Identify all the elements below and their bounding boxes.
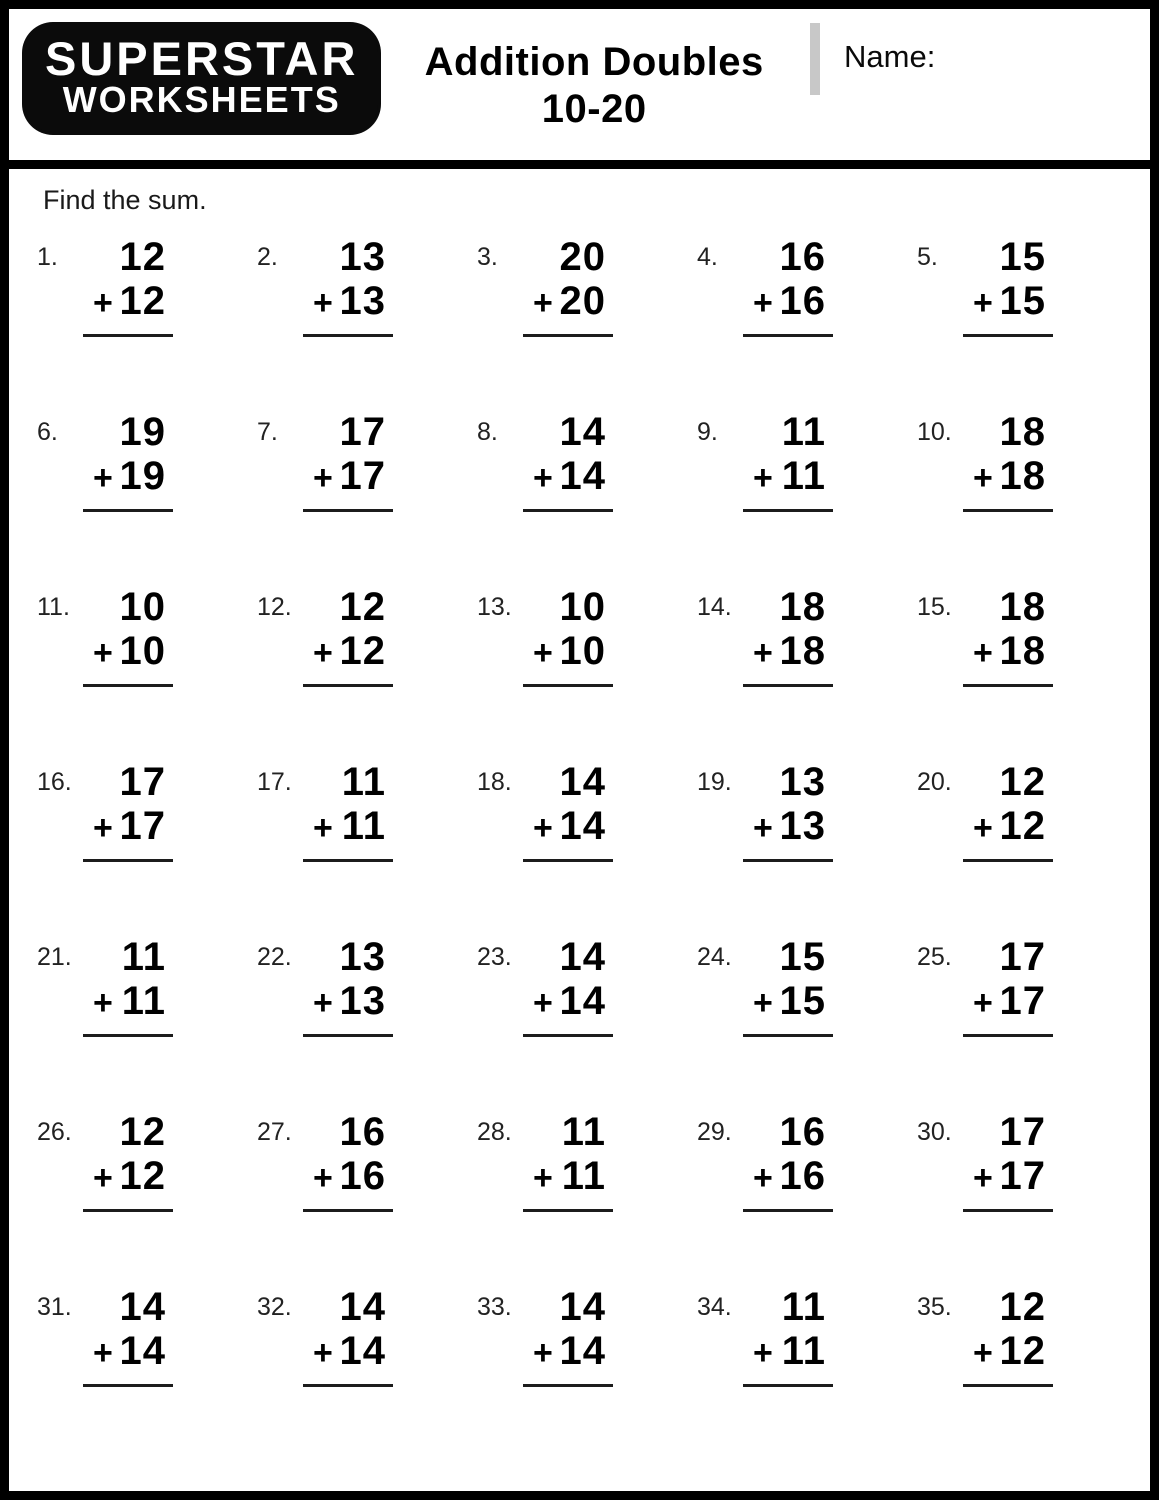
- answer-line: [83, 684, 173, 687]
- name-divider-bar: [810, 23, 820, 95]
- addend-bottom-row: [303, 628, 393, 673]
- problem-number: 14.: [697, 593, 732, 621]
- problem: [257, 1274, 477, 1449]
- problem: [257, 399, 477, 574]
- addend-top: 13: [339, 235, 386, 279]
- problem-body: [83, 586, 173, 749]
- addend-bottom: 17: [999, 1154, 1046, 1198]
- addend-bottom: 17: [339, 454, 386, 498]
- problem: [477, 399, 697, 574]
- answer-line: [303, 334, 393, 337]
- problem-number: 6.: [37, 418, 58, 446]
- answer-line: [743, 859, 833, 862]
- problem-number: 13.: [477, 593, 512, 621]
- addend-bottom-row: [963, 803, 1053, 848]
- addend-bottom: 11: [341, 804, 386, 848]
- plus-sign: +: [973, 984, 993, 1022]
- problem: [257, 224, 477, 399]
- logo-line1: SUPERSTAR: [45, 32, 359, 85]
- problem-number: 9.: [697, 418, 718, 446]
- addend-bottom: 13: [339, 279, 386, 323]
- plus-sign: +: [753, 1159, 773, 1197]
- addend-top: 16: [779, 1110, 826, 1154]
- problem: [37, 399, 257, 574]
- problem-number: 24.: [697, 943, 732, 971]
- addend-top: 15: [779, 935, 826, 979]
- problem-number: 1.: [37, 243, 58, 271]
- problem-body: [523, 586, 613, 749]
- problem: [477, 224, 697, 399]
- problem-body: [523, 1111, 613, 1274]
- addend-bottom-row: [83, 453, 173, 498]
- problem-body: [303, 236, 393, 399]
- addend-bottom-row: [523, 278, 613, 323]
- problem-body: [523, 936, 613, 1099]
- problem-number: 23.: [477, 943, 512, 971]
- problem: [257, 749, 477, 924]
- problem-body: [743, 761, 833, 924]
- answer-line: [743, 1384, 833, 1387]
- addend-bottom-row: [963, 978, 1053, 1023]
- answer-line: [963, 1034, 1053, 1037]
- problem-body: [83, 1111, 173, 1274]
- addend-bottom: 10: [119, 629, 166, 673]
- answer-line: [83, 1209, 173, 1212]
- plus-sign: +: [973, 1159, 993, 1197]
- addend-top: 13: [339, 935, 386, 979]
- addend-bottom-row: [523, 453, 613, 498]
- answer-line: [303, 1209, 393, 1212]
- problem: [37, 224, 257, 399]
- problem-body: [83, 936, 173, 1099]
- problem: [37, 1274, 257, 1449]
- addend-top: 13: [779, 760, 826, 804]
- addend-bottom-row: [963, 453, 1053, 498]
- plus-sign: +: [93, 284, 113, 322]
- addend-top: 12: [119, 235, 166, 279]
- addend-bottom: 12: [119, 1154, 166, 1198]
- problem-body: [303, 761, 393, 924]
- worksheet-body: [9, 169, 1150, 1449]
- problem: [917, 399, 1137, 574]
- addend-bottom-row: [523, 628, 613, 673]
- problem: [37, 749, 257, 924]
- addend-bottom: 15: [779, 979, 826, 1023]
- addend-top: 16: [779, 235, 826, 279]
- answer-line: [303, 509, 393, 512]
- answer-line: [963, 1209, 1053, 1212]
- addend-top: 17: [339, 410, 386, 454]
- problem-body: [83, 236, 173, 399]
- addend-bottom-row: [743, 978, 833, 1023]
- addend-bottom: 14: [559, 1329, 606, 1373]
- addend-bottom-row: [523, 978, 613, 1023]
- answer-line: [83, 509, 173, 512]
- problem-body: [83, 761, 173, 924]
- problem-number: 10.: [917, 418, 952, 446]
- addend-bottom: 20: [559, 279, 606, 323]
- addend-bottom: 18: [779, 629, 826, 673]
- answer-line: [523, 1209, 613, 1212]
- problem: [477, 574, 697, 749]
- addend-top: 14: [559, 1285, 606, 1329]
- addend-bottom: 14: [559, 804, 606, 848]
- addend-bottom: 12: [999, 804, 1046, 848]
- plus-sign: +: [93, 459, 113, 497]
- plus-sign: +: [973, 459, 993, 497]
- addend-bottom-row: [743, 628, 833, 673]
- problem-number: 29.: [697, 1118, 732, 1146]
- problem-number: 21.: [37, 943, 72, 971]
- problem: [917, 1099, 1137, 1274]
- addend-bottom: 10: [559, 629, 606, 673]
- addend-bottom-row: [963, 1153, 1053, 1198]
- addend-top: 18: [779, 585, 826, 629]
- problem-body: [83, 411, 173, 574]
- addend-bottom-row: [303, 278, 393, 323]
- addend-bottom: 16: [339, 1154, 386, 1198]
- addend-bottom: 16: [779, 1154, 826, 1198]
- problem-number: 2.: [257, 243, 278, 271]
- answer-line: [743, 334, 833, 337]
- plus-sign: +: [313, 634, 333, 672]
- problem-body: [303, 586, 393, 749]
- addend-bottom: 14: [119, 1329, 166, 1373]
- worksheet-title-line1: Addition Doubles: [424, 40, 764, 84]
- problem-number: 11.: [37, 593, 70, 621]
- answer-line: [743, 1034, 833, 1037]
- addend-bottom: 13: [339, 979, 386, 1023]
- problem: [697, 574, 917, 749]
- plus-sign: +: [93, 634, 113, 672]
- problem: [917, 749, 1137, 924]
- addend-top: 12: [999, 760, 1046, 804]
- answer-line: [303, 859, 393, 862]
- addend-bottom: 11: [561, 1154, 606, 1198]
- addend-bottom-row: [83, 1328, 173, 1373]
- problem: [697, 1274, 917, 1449]
- problem-number: 27.: [257, 1118, 292, 1146]
- addend-bottom: 12: [119, 279, 166, 323]
- problem-number: 34.: [697, 1293, 732, 1321]
- addend-bottom-row: [743, 1328, 833, 1373]
- problem: [37, 924, 257, 1099]
- problem-body: [523, 1286, 613, 1449]
- problem-number: 32.: [257, 1293, 292, 1321]
- problem-number: 18.: [477, 768, 512, 796]
- problem: [917, 924, 1137, 1099]
- problem: [37, 574, 257, 749]
- plus-sign: +: [533, 634, 553, 672]
- plus-sign: +: [753, 809, 773, 847]
- problem-body: [743, 1111, 833, 1274]
- answer-line: [523, 684, 613, 687]
- addend-top: 18: [999, 585, 1046, 629]
- logo-line2: WORKSHEETS: [62, 78, 341, 120]
- problem-body: [963, 761, 1053, 924]
- problem: [697, 1099, 917, 1274]
- addend-bottom-row: [83, 628, 173, 673]
- instructions-text: Find the sum.: [43, 185, 207, 215]
- addend-bottom-row: [523, 1328, 613, 1373]
- addend-bottom: 12: [339, 629, 386, 673]
- problem: [477, 1274, 697, 1449]
- plus-sign: +: [973, 634, 993, 672]
- addend-top: 19: [119, 410, 166, 454]
- plus-sign: +: [533, 809, 553, 847]
- problem-number: 4.: [697, 243, 718, 271]
- addend-top: 18: [999, 410, 1046, 454]
- answer-line: [743, 509, 833, 512]
- answer-line: [963, 1384, 1053, 1387]
- problem-number: 22.: [257, 943, 292, 971]
- addend-bottom: 11: [781, 1329, 826, 1373]
- answer-line: [523, 509, 613, 512]
- plus-sign: +: [533, 459, 553, 497]
- worksheet-title-line2: 10-20: [541, 87, 647, 132]
- addend-bottom-row: [303, 1153, 393, 1198]
- addend-bottom: 17: [999, 979, 1046, 1023]
- addend-bottom: 18: [999, 629, 1046, 673]
- plus-sign: +: [973, 809, 993, 847]
- addend-bottom-row: [963, 1328, 1053, 1373]
- problem-body: [963, 1111, 1053, 1274]
- plus-sign: +: [753, 1334, 773, 1372]
- problem-body: [523, 761, 613, 924]
- problem: [257, 1099, 477, 1274]
- answer-line: [303, 684, 393, 687]
- problem-body: [963, 411, 1053, 574]
- plus-sign: +: [313, 459, 333, 497]
- problem-number: 28.: [477, 1118, 512, 1146]
- worksheet-title: [378, 9, 810, 133]
- plus-sign: +: [93, 984, 113, 1022]
- problem: [257, 574, 477, 749]
- addend-top: 12: [999, 1285, 1046, 1329]
- plus-sign: +: [93, 809, 113, 847]
- problem: [37, 1099, 257, 1274]
- problem-number: 20.: [917, 768, 952, 796]
- addend-bottom: 14: [559, 979, 606, 1023]
- addend-top: 11: [561, 1110, 606, 1154]
- addend-top: 14: [119, 1285, 166, 1329]
- addend-bottom: 19: [119, 454, 166, 498]
- problem-body: [303, 1111, 393, 1274]
- plus-sign: +: [973, 284, 993, 322]
- addend-top: 20: [559, 235, 606, 279]
- addend-bottom-row: [743, 803, 833, 848]
- problem-body: [303, 936, 393, 1099]
- problems-grid: [37, 224, 1150, 1449]
- problem: [697, 924, 917, 1099]
- answer-line: [523, 1034, 613, 1037]
- superstar-worksheets-logo: [25, 25, 378, 132]
- problem-body: [523, 236, 613, 399]
- plus-sign: +: [753, 634, 773, 672]
- addend-top: 10: [119, 585, 166, 629]
- answer-line: [83, 334, 173, 337]
- plus-sign: +: [93, 1159, 113, 1197]
- addend-top: 11: [781, 1285, 826, 1329]
- problem-body: [743, 936, 833, 1099]
- addend-bottom: 16: [779, 279, 826, 323]
- addend-top: 12: [119, 1110, 166, 1154]
- addend-bottom-row: [303, 803, 393, 848]
- problem: [477, 749, 697, 924]
- problem-number: 5.: [917, 243, 938, 271]
- addend-top: 14: [559, 760, 606, 804]
- problem-number: 31.: [37, 1293, 72, 1321]
- problem-number: 30.: [917, 1118, 952, 1146]
- problem: [917, 224, 1137, 399]
- problem-body: [743, 586, 833, 749]
- problem-body: [743, 236, 833, 399]
- worksheet-header: [9, 9, 1150, 169]
- addend-top: 17: [119, 760, 166, 804]
- answer-line: [963, 859, 1053, 862]
- answer-line: [303, 1034, 393, 1037]
- problem-body: [303, 1286, 393, 1449]
- name-area: [810, 9, 1150, 95]
- addend-top: 14: [559, 935, 606, 979]
- addend-top: 15: [999, 235, 1046, 279]
- plus-sign: +: [533, 1159, 553, 1197]
- addend-top: 12: [339, 585, 386, 629]
- plus-sign: +: [93, 1334, 113, 1372]
- addend-bottom: 13: [779, 804, 826, 848]
- name-label: Name:: [844, 39, 936, 74]
- problem-body: [963, 936, 1053, 1099]
- addend-bottom-row: [83, 803, 173, 848]
- addend-bottom: 17: [119, 804, 166, 848]
- answer-line: [83, 859, 173, 862]
- plus-sign: +: [313, 1334, 333, 1372]
- addend-bottom-row: [743, 1153, 833, 1198]
- addend-bottom-row: [303, 978, 393, 1023]
- addend-bottom-row: [83, 1153, 173, 1198]
- problem-number: 8.: [477, 418, 498, 446]
- problem-number: 26.: [37, 1118, 72, 1146]
- problem: [697, 224, 917, 399]
- problem: [917, 1274, 1137, 1449]
- addend-top: 11: [121, 935, 166, 979]
- addend-bottom: 11: [121, 979, 166, 1023]
- addend-bottom-row: [83, 278, 173, 323]
- addend-top: 10: [559, 585, 606, 629]
- addend-bottom: 12: [999, 1329, 1046, 1373]
- plus-sign: +: [753, 984, 773, 1022]
- addend-bottom-row: [523, 1153, 613, 1198]
- problem-body: [83, 1286, 173, 1449]
- problem-number: 7.: [257, 418, 278, 446]
- plus-sign: +: [313, 1159, 333, 1197]
- problem-number: 35.: [917, 1293, 952, 1321]
- problem-body: [963, 1286, 1053, 1449]
- addend-bottom-row: [963, 628, 1053, 673]
- answer-line: [523, 859, 613, 862]
- addend-bottom: 18: [999, 454, 1046, 498]
- addend-top: 14: [339, 1285, 386, 1329]
- problem: [697, 749, 917, 924]
- problem-number: 33.: [477, 1293, 512, 1321]
- addend-top: 17: [999, 935, 1046, 979]
- problem-body: [963, 236, 1053, 399]
- addend-bottom: 15: [999, 279, 1046, 323]
- problem-body: [743, 411, 833, 574]
- addend-top: 11: [341, 760, 386, 804]
- problem-body: [743, 1286, 833, 1449]
- problem: [257, 924, 477, 1099]
- plus-sign: +: [313, 984, 333, 1022]
- addend-bottom-row: [303, 453, 393, 498]
- plus-sign: +: [533, 284, 553, 322]
- addend-bottom-row: [303, 1328, 393, 1373]
- addend-bottom: 14: [339, 1329, 386, 1373]
- answer-line: [83, 1034, 173, 1037]
- problem-body: [523, 411, 613, 574]
- plus-sign: +: [533, 1334, 553, 1372]
- answer-line: [743, 1209, 833, 1212]
- problem: [477, 924, 697, 1099]
- problem-body: [963, 586, 1053, 749]
- answer-line: [963, 509, 1053, 512]
- addend-top: 17: [999, 1110, 1046, 1154]
- plus-sign: +: [313, 284, 333, 322]
- problem-number: 19.: [697, 768, 732, 796]
- problem: [917, 574, 1137, 749]
- plus-sign: +: [533, 984, 553, 1022]
- problem: [697, 399, 917, 574]
- plus-sign: +: [973, 1334, 993, 1372]
- plus-sign: +: [753, 284, 773, 322]
- answer-line: [963, 684, 1053, 687]
- answer-line: [743, 684, 833, 687]
- problem-body: [303, 411, 393, 574]
- problem-number: 12.: [257, 593, 292, 621]
- plus-sign: +: [753, 459, 773, 497]
- addend-bottom-row: [963, 278, 1053, 323]
- addend-top: 16: [339, 1110, 386, 1154]
- answer-line: [83, 1384, 173, 1387]
- problem-number: 3.: [477, 243, 498, 271]
- addend-bottom: 11: [781, 454, 826, 498]
- problem-number: 25.: [917, 943, 952, 971]
- addend-top: 14: [559, 410, 606, 454]
- addend-bottom: 14: [559, 454, 606, 498]
- addend-top: 11: [781, 410, 826, 454]
- addend-bottom-row: [743, 453, 833, 498]
- addend-bottom-row: [83, 978, 173, 1023]
- addend-bottom-row: [743, 278, 833, 323]
- plus-sign: +: [313, 809, 333, 847]
- answer-line: [963, 334, 1053, 337]
- problem: [477, 1099, 697, 1274]
- problem-number: 16.: [37, 768, 72, 796]
- answer-line: [523, 1384, 613, 1387]
- answer-line: [523, 334, 613, 337]
- answer-line: [303, 1384, 393, 1387]
- problem-number: 15.: [917, 593, 952, 621]
- addend-bottom-row: [523, 803, 613, 848]
- problem-number: 17.: [257, 768, 292, 796]
